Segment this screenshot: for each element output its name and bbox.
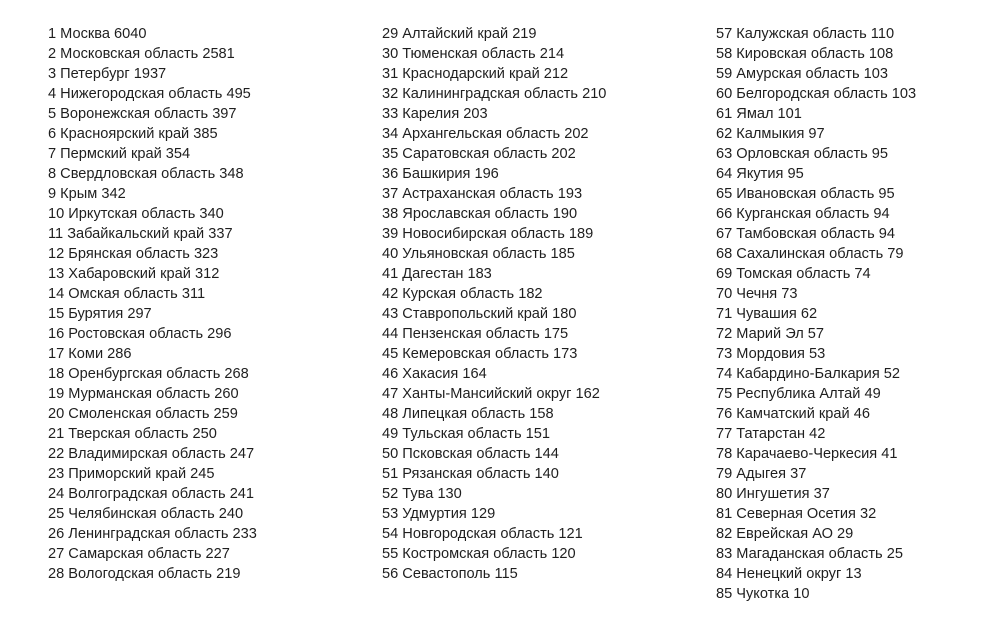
list-item: 42 Курская область 182: [382, 286, 543, 302]
list-item: 28 Вологодская область 219: [48, 566, 241, 582]
list-item: 12 Брянская область 323: [48, 246, 219, 262]
list-item: 8 Свердловская область 348: [48, 166, 244, 182]
list-item: 68 Сахалинская область 79: [716, 246, 904, 262]
list-item: 4 Нижегородская область 495: [48, 86, 251, 102]
list-item: 36 Башкирия 196: [382, 166, 499, 182]
list-item: 84 Ненецкий округ 13: [716, 566, 862, 582]
list-item: 15 Бурятия 297: [48, 306, 152, 322]
list-item: 45 Кемеровская область 173: [382, 346, 578, 362]
list-item: 31 Краснодарский край 212: [382, 66, 569, 82]
list-item: 14 Омская область 311: [48, 286, 206, 302]
list-item: 67 Тамбовская область 94: [716, 226, 895, 242]
list-item: 17 Коми 286: [48, 346, 132, 362]
list-item: 65 Ивановская область 95: [716, 186, 895, 202]
list-item: 39 Новосибирская область 189: [382, 226, 594, 242]
list-item: 66 Курганская область 94: [716, 206, 890, 222]
list-item: 11 Забайкальский край 337: [48, 226, 233, 242]
list-item: 24 Волгоградская область 241: [48, 486, 255, 502]
list-item: 10 Иркутская область 340: [48, 206, 224, 222]
list-item: 62 Калмыкия 97: [716, 126, 825, 142]
list-item: 5 Воронежская область 397: [48, 106, 237, 122]
list-item: 38 Ярославская область 190: [382, 206, 578, 222]
list-item: 77 Татарстан 42: [716, 426, 826, 442]
list-column-1: [48, 24, 257, 584]
list-item: 50 Псковская область 144: [382, 446, 559, 462]
list-item: 37 Астраханская область 193: [382, 186, 583, 202]
list-item: 23 Приморский край 245: [48, 466, 215, 482]
list-item: 1 Москва 6040: [48, 26, 147, 42]
list-item: 83 Магаданская область 25: [716, 546, 903, 562]
list-item: 74 Кабардино-Балкария 52: [716, 366, 901, 382]
list-item: 80 Ингушетия 37: [716, 486, 830, 502]
list-item: 69 Томская область 74: [716, 266, 871, 282]
list-item: 34 Архангельская область 202: [382, 126, 589, 142]
list-item: 32 Калининградская область 210: [382, 86, 607, 102]
list-item: 13 Хабаровский край 312: [48, 266, 220, 282]
list-item: 49 Тульская область 151: [382, 426, 550, 442]
list-item: 26 Ленинградская область 233: [48, 526, 257, 542]
list-item: 75 Республика Алтай 49: [716, 386, 881, 402]
list-item: 30 Тюменская область 214: [382, 46, 565, 62]
list-item: 7 Пермский край 354: [48, 146, 191, 162]
list-item: 3 Петербург 1937: [48, 66, 167, 82]
list-item: 59 Амурская область 103: [716, 66, 888, 82]
list-item: 21 Тверская область 250: [48, 426, 217, 442]
list-item: 76 Камчатский край 46: [716, 406, 870, 422]
list-item: 20 Смоленская область 259: [48, 406, 238, 422]
list-item: 71 Чувашия 62: [716, 306, 818, 322]
list-item: 79 Адыгея 37: [716, 466, 807, 482]
list-item: 19 Мурманская область 260: [48, 386, 239, 402]
list-item: 48 Липецкая область 158: [382, 406, 554, 422]
list-item: 55 Костромская область 120: [382, 546, 576, 562]
list-item: 46 Хакасия 164: [382, 366, 487, 382]
list-item: 27 Самарская область 227: [48, 546, 230, 562]
list-item: 64 Якутия 95: [716, 166, 804, 182]
list-item: 29 Алтайский край 219: [382, 26, 537, 42]
list-item: 78 Карачаево-Черкесия 41: [716, 446, 898, 462]
list-item: 51 Рязанская область 140: [382, 466, 559, 482]
list-item: 82 Еврейская АО 29: [716, 526, 854, 542]
list-item: 72 Марий Эл 57: [716, 326, 825, 342]
list-item: 54 Новгородская область 121: [382, 526, 583, 542]
list-item: 81 Северная Осетия 32: [716, 506, 877, 522]
list-item: 40 Ульяновская область 185: [382, 246, 575, 262]
list-item: 25 Челябинская область 240: [48, 506, 244, 522]
list-item: 16 Ростовская область 296: [48, 326, 232, 342]
list-item: 63 Орловская область 95: [716, 146, 889, 162]
list-item: 61 Ямал 101: [716, 106, 802, 122]
list-item: 85 Чукотка 10: [716, 586, 810, 602]
list-item: 44 Пензенская область 175: [382, 326, 569, 342]
list-item: 9 Крым 342: [48, 186, 126, 202]
list-item: 18 Оренбургская область 268: [48, 366, 249, 382]
list-column-3: [716, 24, 916, 604]
list-item: 56 Севастополь 115: [382, 566, 518, 582]
list-item: 41 Дагестан 183: [382, 266, 492, 282]
list-item: 35 Саратовская область 202: [382, 146, 576, 162]
list-column-2: [382, 24, 606, 584]
list-item: 52 Тува 130: [382, 486, 462, 502]
list-item: 22 Владимирская область 247: [48, 446, 255, 462]
list-item: 47 Ханты-Мансийский округ 162: [382, 386, 600, 402]
list-item: 6 Красноярский край 385: [48, 126, 218, 142]
list-item: 2 Московская область 2581: [48, 46, 235, 62]
list-item: 58 Кировская область 108: [716, 46, 894, 62]
list-item: 57 Калужская область 110: [716, 26, 895, 42]
list-item: 43 Ставропольский край 180: [382, 306, 577, 322]
list-item: 73 Мордовия 53: [716, 346, 826, 362]
list-item: 33 Карелия 203: [382, 106, 488, 122]
list-item: 70 Чечня 73: [716, 286, 798, 302]
list-item: 53 Удмуртия 129: [382, 506, 496, 522]
list-item: 60 Белгородская область 103: [716, 86, 917, 102]
